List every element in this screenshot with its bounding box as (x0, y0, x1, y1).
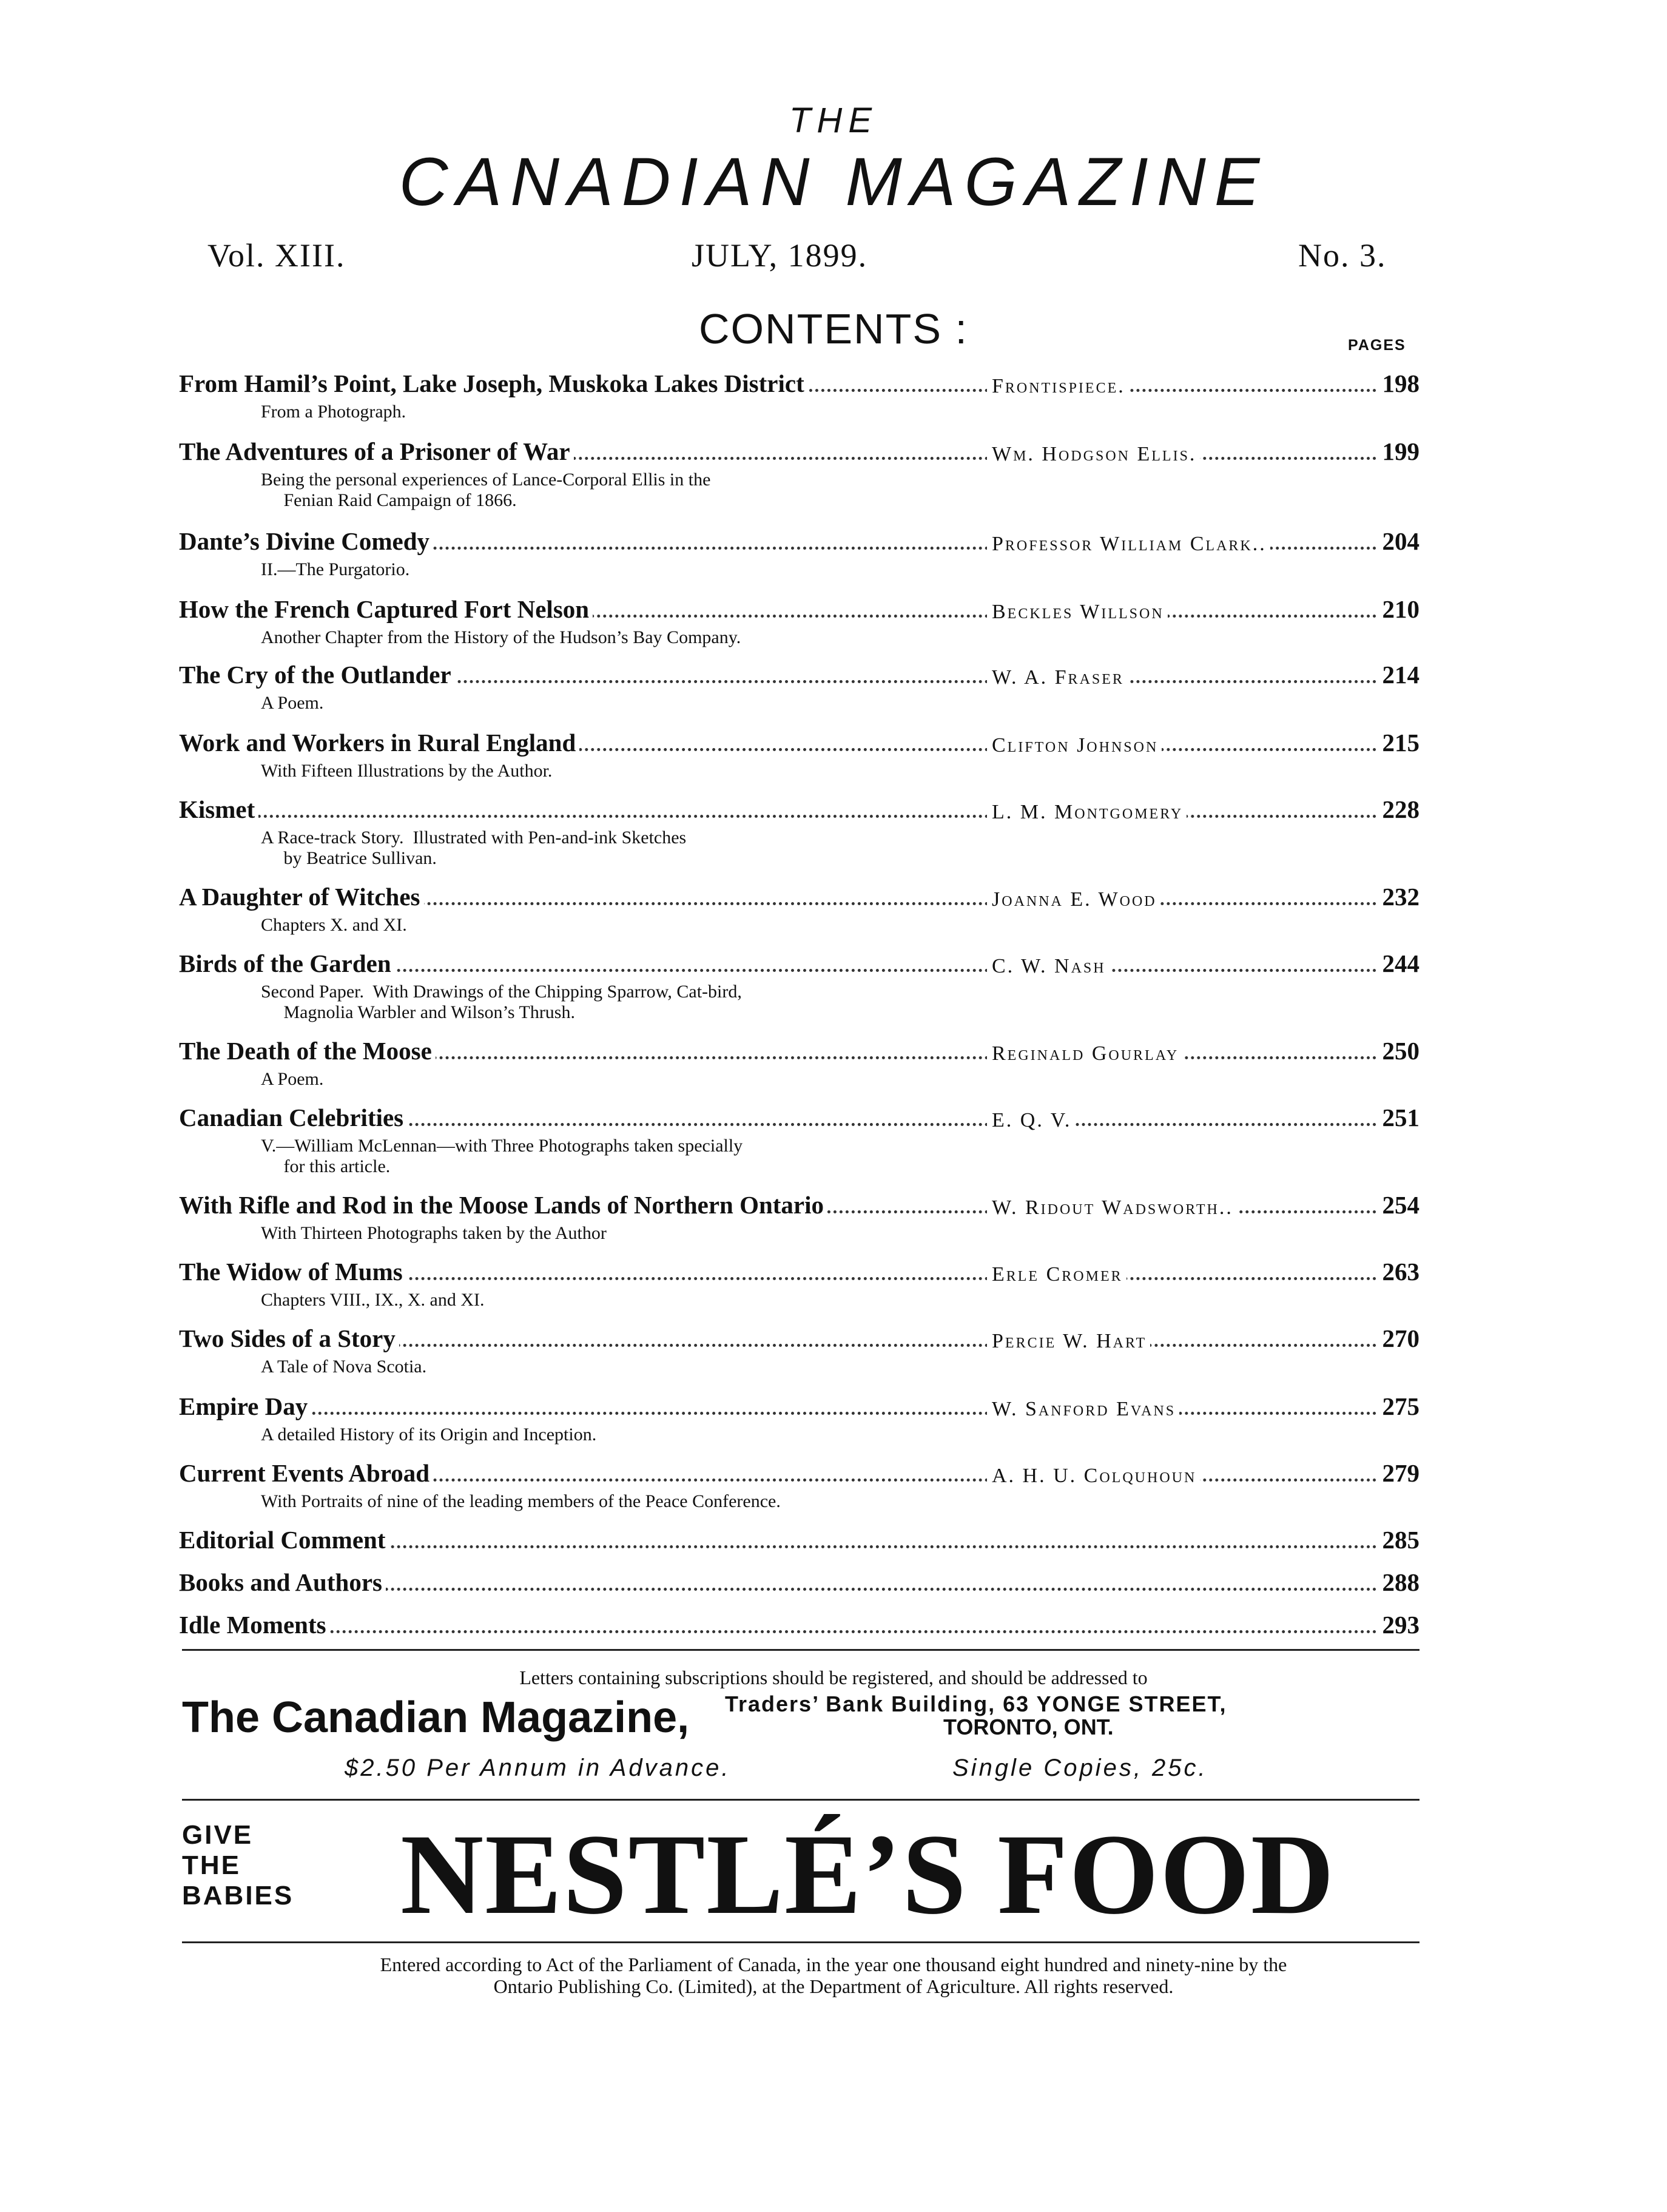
toc-entry-title: The Death of the Moose (179, 1036, 436, 1065)
toc-entry (179, 1563, 1419, 1600)
toc-entry-author: Wm. Hodgson Ellis. (987, 443, 1200, 466)
toc-entry-description: A Poem. (261, 1069, 324, 1089)
toc-entry-line (179, 1520, 1419, 1558)
toc-entry (179, 1387, 1419, 1445)
toc-entry-description: A Tale of Nova Scotia. (261, 1357, 427, 1377)
toc-entry-author: Professor William Clark.. (987, 533, 1270, 556)
issue-number: No. 3. (1298, 237, 1387, 274)
toc-entry-line (179, 432, 1419, 470)
toc-entry-line (179, 1185, 1419, 1223)
toc-entry-description: Another Chapter from the History of the Hudson’s Bay Company. (261, 627, 741, 647)
toc-entry-page: 263 (1376, 1257, 1420, 1286)
toc-entry-page: 285 (1376, 1525, 1420, 1554)
publisher-name: The Canadian Magazine, (182, 1693, 690, 1742)
toc-entry-author: W. Ridout Wadsworth.. (987, 1196, 1237, 1219)
toc-entry-description: Being the personal experiences of Lance-Corporal Ellis in the Fenian Raid Campaign of 1866. (261, 470, 711, 510)
toc-entry-description: II.—The Purgatorio. (261, 559, 410, 579)
toc-entry-page: 279 (1376, 1458, 1420, 1488)
toc-entry-line (179, 944, 1419, 982)
toc-entry (179, 1185, 1419, 1244)
toc-entry-page: 293 (1376, 1610, 1420, 1639)
toc-entry-line (179, 364, 1419, 402)
toc-entry-page: 232 (1376, 882, 1420, 911)
toc-entry-title: How the French Captured Fort Nelson (179, 595, 593, 624)
toc-entry-description: With Portraits of nine of the leading members of the Peace Conference. (261, 1491, 781, 1511)
toc-entry-description: With Fifteen Illustrations by the Author. (261, 761, 553, 781)
subscription-notice: Letters containing subscriptions should be registered, and should be addressed to (519, 1667, 1148, 1688)
toc-entry-page: 275 (1376, 1392, 1420, 1421)
toc-entry (179, 1098, 1419, 1177)
toc-entry (179, 522, 1419, 580)
toc-entry-line (179, 1563, 1419, 1600)
toc-entry-author: Erle Cromer (987, 1263, 1126, 1286)
toc-entry-author: C. W. Nash (987, 955, 1110, 978)
toc-entry-author: Clifton Johnson (987, 734, 1162, 757)
toc-entry-title: Editorial Comment (179, 1525, 389, 1554)
toc-entry-line (179, 522, 1419, 559)
toc-entry-line (179, 1387, 1419, 1425)
copyright-line-2: Ontario Publishing Co. (Limited), at the Department of Agriculture. All rights reserved. (493, 1975, 1174, 1997)
toc-entry (179, 877, 1419, 936)
divider (182, 1941, 1419, 1943)
toc-entry-page: 204 (1376, 527, 1420, 556)
toc-entry-line (179, 723, 1419, 761)
toc-entry-page: 199 (1376, 437, 1420, 466)
toc-entry-line (179, 655, 1419, 693)
publisher-address (725, 1693, 1423, 1739)
volume-label: Vol. XIII. (207, 237, 346, 274)
toc-entry-description: Second Paper. With Drawings of the Chipping Sparrow, Cat-bird, Magnolia Warbler and Wilson’s Thrush. (261, 982, 742, 1022)
toc-entry (179, 432, 1419, 511)
ad-give: GIVE (182, 1820, 254, 1850)
toc-entry-title: Two Sides of a Story (179, 1324, 399, 1353)
ad-brand-name: NESTLÉ’S FOOD (400, 1811, 1336, 1938)
toc-entry (179, 1252, 1419, 1310)
divider (182, 1799, 1419, 1801)
toc-entry-line (179, 1252, 1419, 1290)
toc-entry-author: Joanna E. Wood (987, 888, 1160, 911)
toc-entry-title: The Widow of Mums (179, 1257, 406, 1286)
toc-entry (179, 1605, 1419, 1643)
single-copy-price: Single Copies, 25c. (952, 1755, 1208, 1781)
toc-entry-title: The Cry of the Outlander (179, 660, 455, 689)
toc-entry (179, 590, 1419, 648)
toc-entry (179, 364, 1419, 422)
toc-entry-line (179, 590, 1419, 627)
contents-heading: CONTENTS : (699, 305, 968, 352)
ad-the: THE (182, 1850, 241, 1880)
toc-entry (179, 790, 1419, 869)
toc-entry-page: 251 (1376, 1103, 1420, 1132)
toc-entry-title: Books and Authors (179, 1568, 386, 1597)
address-line-2: TORONTO, ONT. (943, 1715, 1114, 1739)
toc-entry (179, 1031, 1419, 1090)
toc-entry (179, 944, 1419, 1023)
toc-entry-description: A detailed History of its Origin and Inception. (261, 1425, 597, 1445)
address-line-1: Traders’ Bank Building, 63 YONGE STREET, (725, 1691, 1227, 1716)
toc-entry-page: 270 (1376, 1324, 1420, 1353)
ad-tagline (182, 1820, 294, 1911)
toc-entry-author: A. H. U. Colquhoun (987, 1465, 1200, 1488)
toc-entry-author: Percie W. Hart (987, 1330, 1150, 1353)
toc-entry-line (179, 877, 1419, 915)
toc-entry-title: The Adventures of a Prisoner of War (179, 437, 574, 466)
toc-entry-title: Idle Moments (179, 1610, 330, 1639)
toc-entry-page: 254 (1376, 1190, 1420, 1219)
magazine-title: CANADIAN MAGAZINE (399, 144, 1268, 220)
toc-entry-title: With Rifle and Rod in the Moose Lands of Northern Ontario (179, 1190, 827, 1219)
toc-entry-line (179, 1605, 1419, 1643)
pages-column-label: PAGES (1348, 337, 1406, 354)
ad-babies: BABIES (182, 1881, 294, 1910)
toc-entry-page: 198 (1376, 369, 1420, 398)
toc-entry-author: W. A. Fraser (987, 666, 1128, 689)
toc-entry-title: Work and Workers in Rural England (179, 728, 579, 757)
issue-date: JULY, 1899. (692, 237, 868, 274)
toc-entry-description: Chapters X. and XI. (261, 915, 407, 935)
toc-entry-line (179, 1319, 1419, 1357)
toc-entry-title: Dante’s Divine Comedy (179, 527, 433, 556)
masthead-the: THE (789, 101, 878, 140)
toc-entry-description: Chapters VIII., IX., X. and XI. (261, 1290, 485, 1310)
toc-entry (179, 1319, 1419, 1377)
toc-entry-author: Reginald Gourlay (987, 1042, 1182, 1065)
toc-entry (179, 723, 1419, 781)
toc-entry-description: With Thirteen Photographs taken by the Author (261, 1223, 607, 1243)
dot-leader (179, 1412, 1419, 1415)
annual-price: $2.50 Per Annum in Advance. (345, 1755, 731, 1781)
copyright-notice (0, 1954, 1667, 1997)
toc-entry-description: A Race-track Story. Illustrated with Pen-and-ink Sketches by Beatrice Sullivan. (261, 828, 687, 868)
toc-entry-line (179, 1031, 1419, 1069)
toc-entry-line (179, 790, 1419, 828)
toc-entry-title: Kismet (179, 795, 258, 824)
toc-entry-page: 215 (1376, 728, 1420, 757)
toc-entry-page: 210 (1376, 595, 1420, 624)
toc-entry-author: L. M. Montgomery (987, 801, 1187, 824)
toc-entry-title: Birds of the Garden (179, 949, 395, 978)
toc-entry (179, 1520, 1419, 1558)
toc-entry-description: V.—William McLennan—with Three Photographs taken specially for this article. (261, 1136, 743, 1176)
divider (182, 1649, 1419, 1651)
toc-entry-author: Frontispiece. (987, 375, 1129, 398)
toc-entry-title: Canadian Celebrities (179, 1103, 407, 1132)
toc-entry-page: 244 (1376, 949, 1420, 978)
toc-entry-description: A Poem. (261, 693, 324, 713)
toc-entry-author: Beckles Willson (987, 601, 1168, 624)
toc-entry-page: 228 (1376, 795, 1420, 824)
toc-entry-description: From a Photograph. (261, 402, 406, 422)
toc-entry-page: 214 (1376, 660, 1420, 689)
dot-leader (179, 1630, 1419, 1633)
toc-entry-author: W. Sanford Evans (987, 1398, 1179, 1421)
toc-entry (179, 655, 1419, 713)
toc-entry-page: 250 (1376, 1036, 1420, 1065)
toc-entry-author: E. Q. V. (987, 1109, 1075, 1132)
toc-entry-title: From Hamil’s Point, Lake Joseph, Muskoka Lakes District (179, 369, 808, 398)
copyright-line-1: Entered according to Act of the Parliament of Canada, in the year one thousand eight hundred and ninety-nine by the (380, 1954, 1287, 1975)
toc-entry (179, 1454, 1419, 1512)
toc-entry-line (179, 1454, 1419, 1491)
toc-entry-title: Empire Day (179, 1392, 311, 1421)
toc-entry-line (179, 1098, 1419, 1136)
toc-entry-title: A Daughter of Witches (179, 882, 424, 911)
toc-entry-page: 288 (1376, 1568, 1420, 1597)
toc-entry-title: Current Events Abroad (179, 1458, 433, 1488)
dot-leader (179, 815, 1419, 818)
